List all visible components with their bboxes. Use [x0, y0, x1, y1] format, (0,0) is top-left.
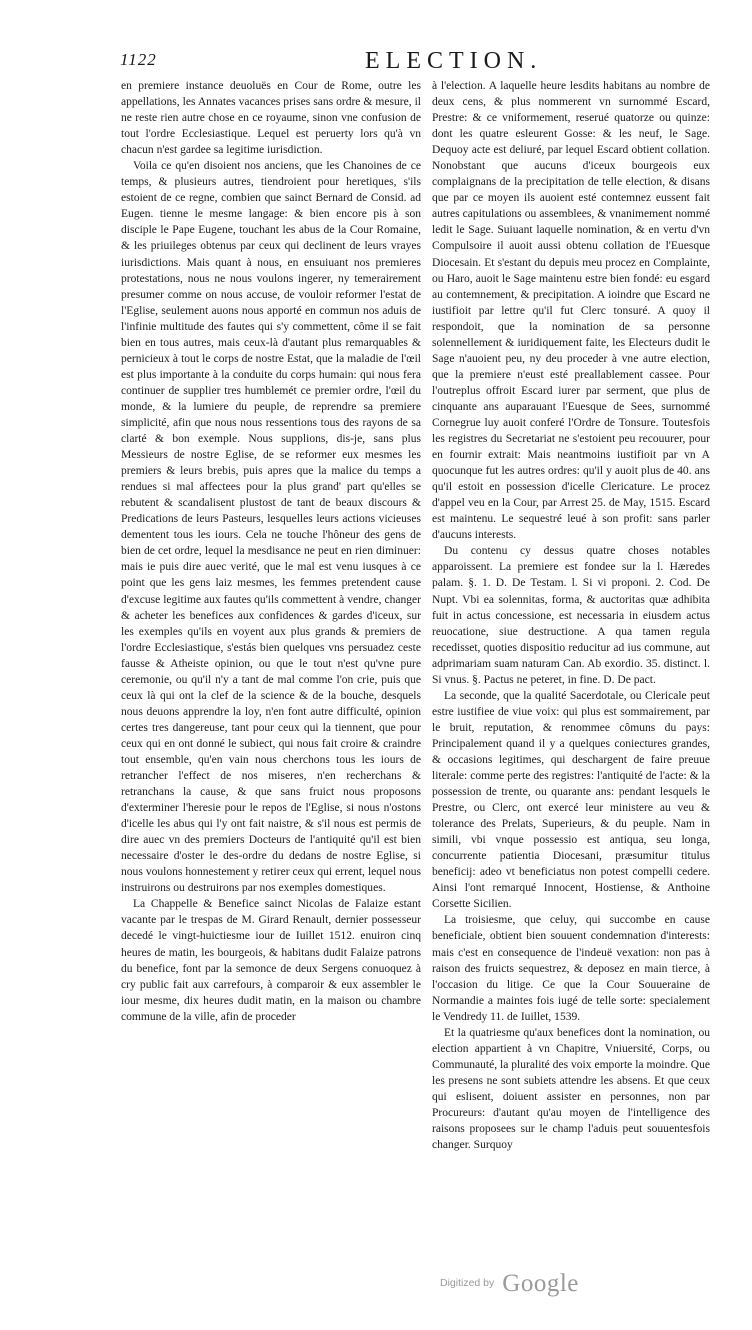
paragraph: Du contenu cy dessus quatre choses notables apparoissent. La premiere est fondee sur la l. Hæredes palam. §. 1. D. De Testam. l. Si vi proponi. 2. Cod. De Nupt. Vbi ea solennitas, forma, & auctoritas quæ adhibita fuit in actus concessione, est necessaria in eiusdem actus reuocatione, siue destructione. A qua tamen regula recedisset, quoties dispositio reducitur ad ius commune, aut adprimariam suam naturam Can. Ab exordio. 35. distinct. l. Si vnus. §. Pactus ne peteret, in fine. D. De pact. [432, 545, 710, 686]
right-column [432, 78, 710, 1153]
paragraph: à l'election. A laquelle heure lesdits habitans au nombre de deux cens, & plus nommerent vn surnommé Escard, Prestre: & ce vniformement, reserué quatorze ou quinze: dont les quatre esleurent Gosse: & les neuf, le Sage. Dequoy acte est deliuré, par lequel Escard obtient collation. Nonobstant que aucuns d'iceux bourgeois eux complaignans de la precipitation de telle election, & disans que par ce moyen ils auoient esté contemnez eussent fait autres capitulations ou assemblees, & vnanimement nommé ledit le Sage. Suiuant laquelle nomination, & en vertu d'vn Compulsoire il auoit aussi obtenu collation de l'Euesque Diocesain. Et s'estant du depuis meu procez en Complainte, ou Haro, auoit le Sage maintenu estre bien fondé: eu esgard au contemnement, & precipitation. A ioindre que Escard ne iustifioit par lettre qu'il fut Clerc tonsuré. A quoy il respondoit, que la nomination de sa personne solennellement & iuridiquement faite, les Electeurs dudit le Sage n'auoient peu, ny deu proceder à vne autre election, que la premiere n'eust esté preallablement cassee. Pour l'outreplus offroit Escard iurer par serment, que plus de cinquante ans auparauant l'Euesque de Sees, surnommé Cornegrue luy auoit conferé l'Ordre de Tonsure. Toutesfois les registres du Secretariat ne s'estoient peu recouurer, pour en fournir extrait: Mais neantmoins iustifioit par vn A quocunque fut les autres ordres: qu'il y auoit plus de 40. ans qu'il estoit en possession d'icelle Clericature. Le procez d'appel veu en la Cour, par Arrest 25. de May, 1515. Escard est maintenu. Le sequestré leué à son profit: sans parler d'aucuns interests. [432, 80, 710, 542]
left-column [121, 78, 421, 1025]
digitized-by-watermark [440, 1270, 579, 1298]
paragraph: La seconde, que la qualité Sacerdotale, ou Clericale peut estre iustifiee de viue voix: qui plus est sommairement, par le bruit, reputation, & renommee cômuns du pays: Principalement quand il y a quelques coniectures grandes, & occasions legitimes, qui deschargent de faire preuue literale: comme perte des registres: l'antiquité de l'acte: & la possession de trente, ou quarante ans: pendant lesquels le Prestre, ou Clerc, ont exercé leur ministere au veu & tolerance des Prelats, Superieurs, & du peuple. Nam in simili, vbi vnque possessio est antiqua, seu longa, concurrente patientia Diocesani, præsumitur titulus beneficij: adeo vt beneficiatus non potest compelli cedere. Ainsi l'ont remarqué Innocent, Hostiense, & Anthoine Corsette Sicilien. [432, 689, 710, 911]
page-number: 1122 [120, 50, 157, 69]
page-header [120, 50, 710, 76]
paragraph: La troisiesme, que celuy, qui succombe en cause beneficiale, obtient bien souuent condemnation d'interests: mais c'est en consequence de l'indeuë vexation: non pas à raison des fruicts sequestrez, & deposez en main tierce, à l'occasion du litige. Ce que la Cour Souueraine de Normandie a maintes fois iugé de telle sorte: specialement le Vendredy 11. de Iuillet, 1539. [432, 914, 710, 1023]
paragraph: Voila ce qu'en disoient nos anciens, que les Chanoines de ce temps, & plusieurs autres, tiendroient pour heretiques, s'ils estoient de ce regne, combien que sainct Bernard de Consid. ad Eugen. tienne le mesme langage: & bien encore pis à son disciple le Pape Eugene, touchant les abus de la Cour Romaine, & les priuileges obtenus par ceux qui declinent de leurs vrayes iurisdictions. Mais quant à nous, en ensuiuant nos premieres protestations, nous ne nous voulons ingerer, ny temerairement presumer comme on nous accuse, de vouloir reformer l'estat de l'Eglise, seulement auons nous apporté en commun nos aduis de l'infinie multitude des fautes qui s'y commettent, côme il se fait bien en tous autres, mais ceux-là d'autant plus remarquables & pernicieux à tout le corps de nostre Estat, que la maladie de l'œil est plus importante à la conduite du corps humain: qui nous fera continuer de supplier tres humblemét ce premier ordre, l'œil du monde, & la lumiere du peuple, de reprendre sa premiere simplicité, afin que nous nous ressentions tous des rayons de sa clarté & bon exemple. Nous supplions, dis-je, sans plus Messieurs de nostre Eglise, de se reformer eux mesmes les premiers & leurs brebis, puis apres que la malice du temps a rendues si mal affectees pour la plus grand' part qu'elles se rebutent & scandalisent plustost de tant de beaux discours & Predications de leurs Pasteurs, lesquelles leurs actions vicieuses dementent tous les iours. Cela ne touche l'hôneur des gens de bien de cet ordre, lequel la mesdisance ne peut en rien diminuer: mais ie puis dire auec verité, que le mal est venu iusques à ce point que les gens laiz mesmes, les femmes pretendent cause d'excuse legitime aux fautes qu'ils commettent à vendre, changer & acheter les benefices aux confidences & gardes d'iceux, sur les exemples qu'ils en voyent aux plus grands & premiers de l'ordre Ecclesiastique, s'estás bien quelques vns persuadez ceste fausse & Atheiste opinion, ou que le tout n'est qu'vne pure ceremonie, ou qu'il n'y a tant de mal comme l'on crie, puis que ceux là qui ont la clef de la science & de la bouche, desquels nous deuons apprendre la loy, n'en font autre difficulté, opinion certes tres dangereuse, tant pour ceux qui la tiennent, que pour ceux qui en ont donné le subiect, qui nous fait croire & craindre tout ensemble, qu'en vain nous cherchons tous les iours de retrancher l'effect de nos miseres, n'en recherchans & retranchans la cause, & que sans fruict nous proposons d'exterminer l'heresie pour le repos de l'Eglise, si nous n'ostons d'icelle les abus qui l'y ont fait naistre, & s'il nous est permis de dire auec vn des premiers Docteurs de l'antiquité qu'il est bien necessaire d'oster le des-ordre du dedans de nostre Eglise, si nous voulons honnestement y retirer ceux qui errent, lequel nous instruirons ou destruirons par nos exemples domestiques. [121, 160, 421, 895]
digitized-by-label: Digitized by [440, 1277, 495, 1289]
google-logo: Google [502, 1270, 579, 1297]
paragraph: en premiere instance deuoluës en Cour de Rome, outre les appellations, les Annates vacances prises sans ordre & mesure, il ne reste rien autre chose en ce royaume, sinon vne confusion de tout l'ordre Ecclesiastique. Lequel est peruerty lors qu'à vn chacun n'est gardee sa legitime iurisdiction. [121, 80, 421, 157]
paragraph: La Chappelle & Benefice sainct Nicolas de Falaize estant vacante par le trespas de M. Girard Renault, dernier possesseur decedé le vingt-huictiesme iour de Iuillet 1512. enuiron cinq heures de matin, les bourgeois, & habitans dudit Falaize patrons du benefice, font par la semonce de deux Sergens conuoquez à cry public fait aux carrefours, à comparoir & eux assembler le iour mesme, dix heures dudit matin, en la maison ou chambre commune de la ville, afin de proceder [121, 898, 421, 1023]
running-title: ELECTION. [365, 48, 543, 74]
paragraph: Et la quatriesme qu'aux benefices dont la nomination, ou election appartient à vn Chapitre, Vniuersité, Corps, ou Communauté, la pluralité des voix emporte la moindre. Que les presens ne sont subiets attendre les absens. Et que ceux qui eslisent, doiuent assister en personnes, non par Procureurs: d'autant qu'au moyen de l'intelligence des raisons proposees sur le champ l'aduis peut souuentesfois changer. Surquoy [432, 1026, 710, 1152]
